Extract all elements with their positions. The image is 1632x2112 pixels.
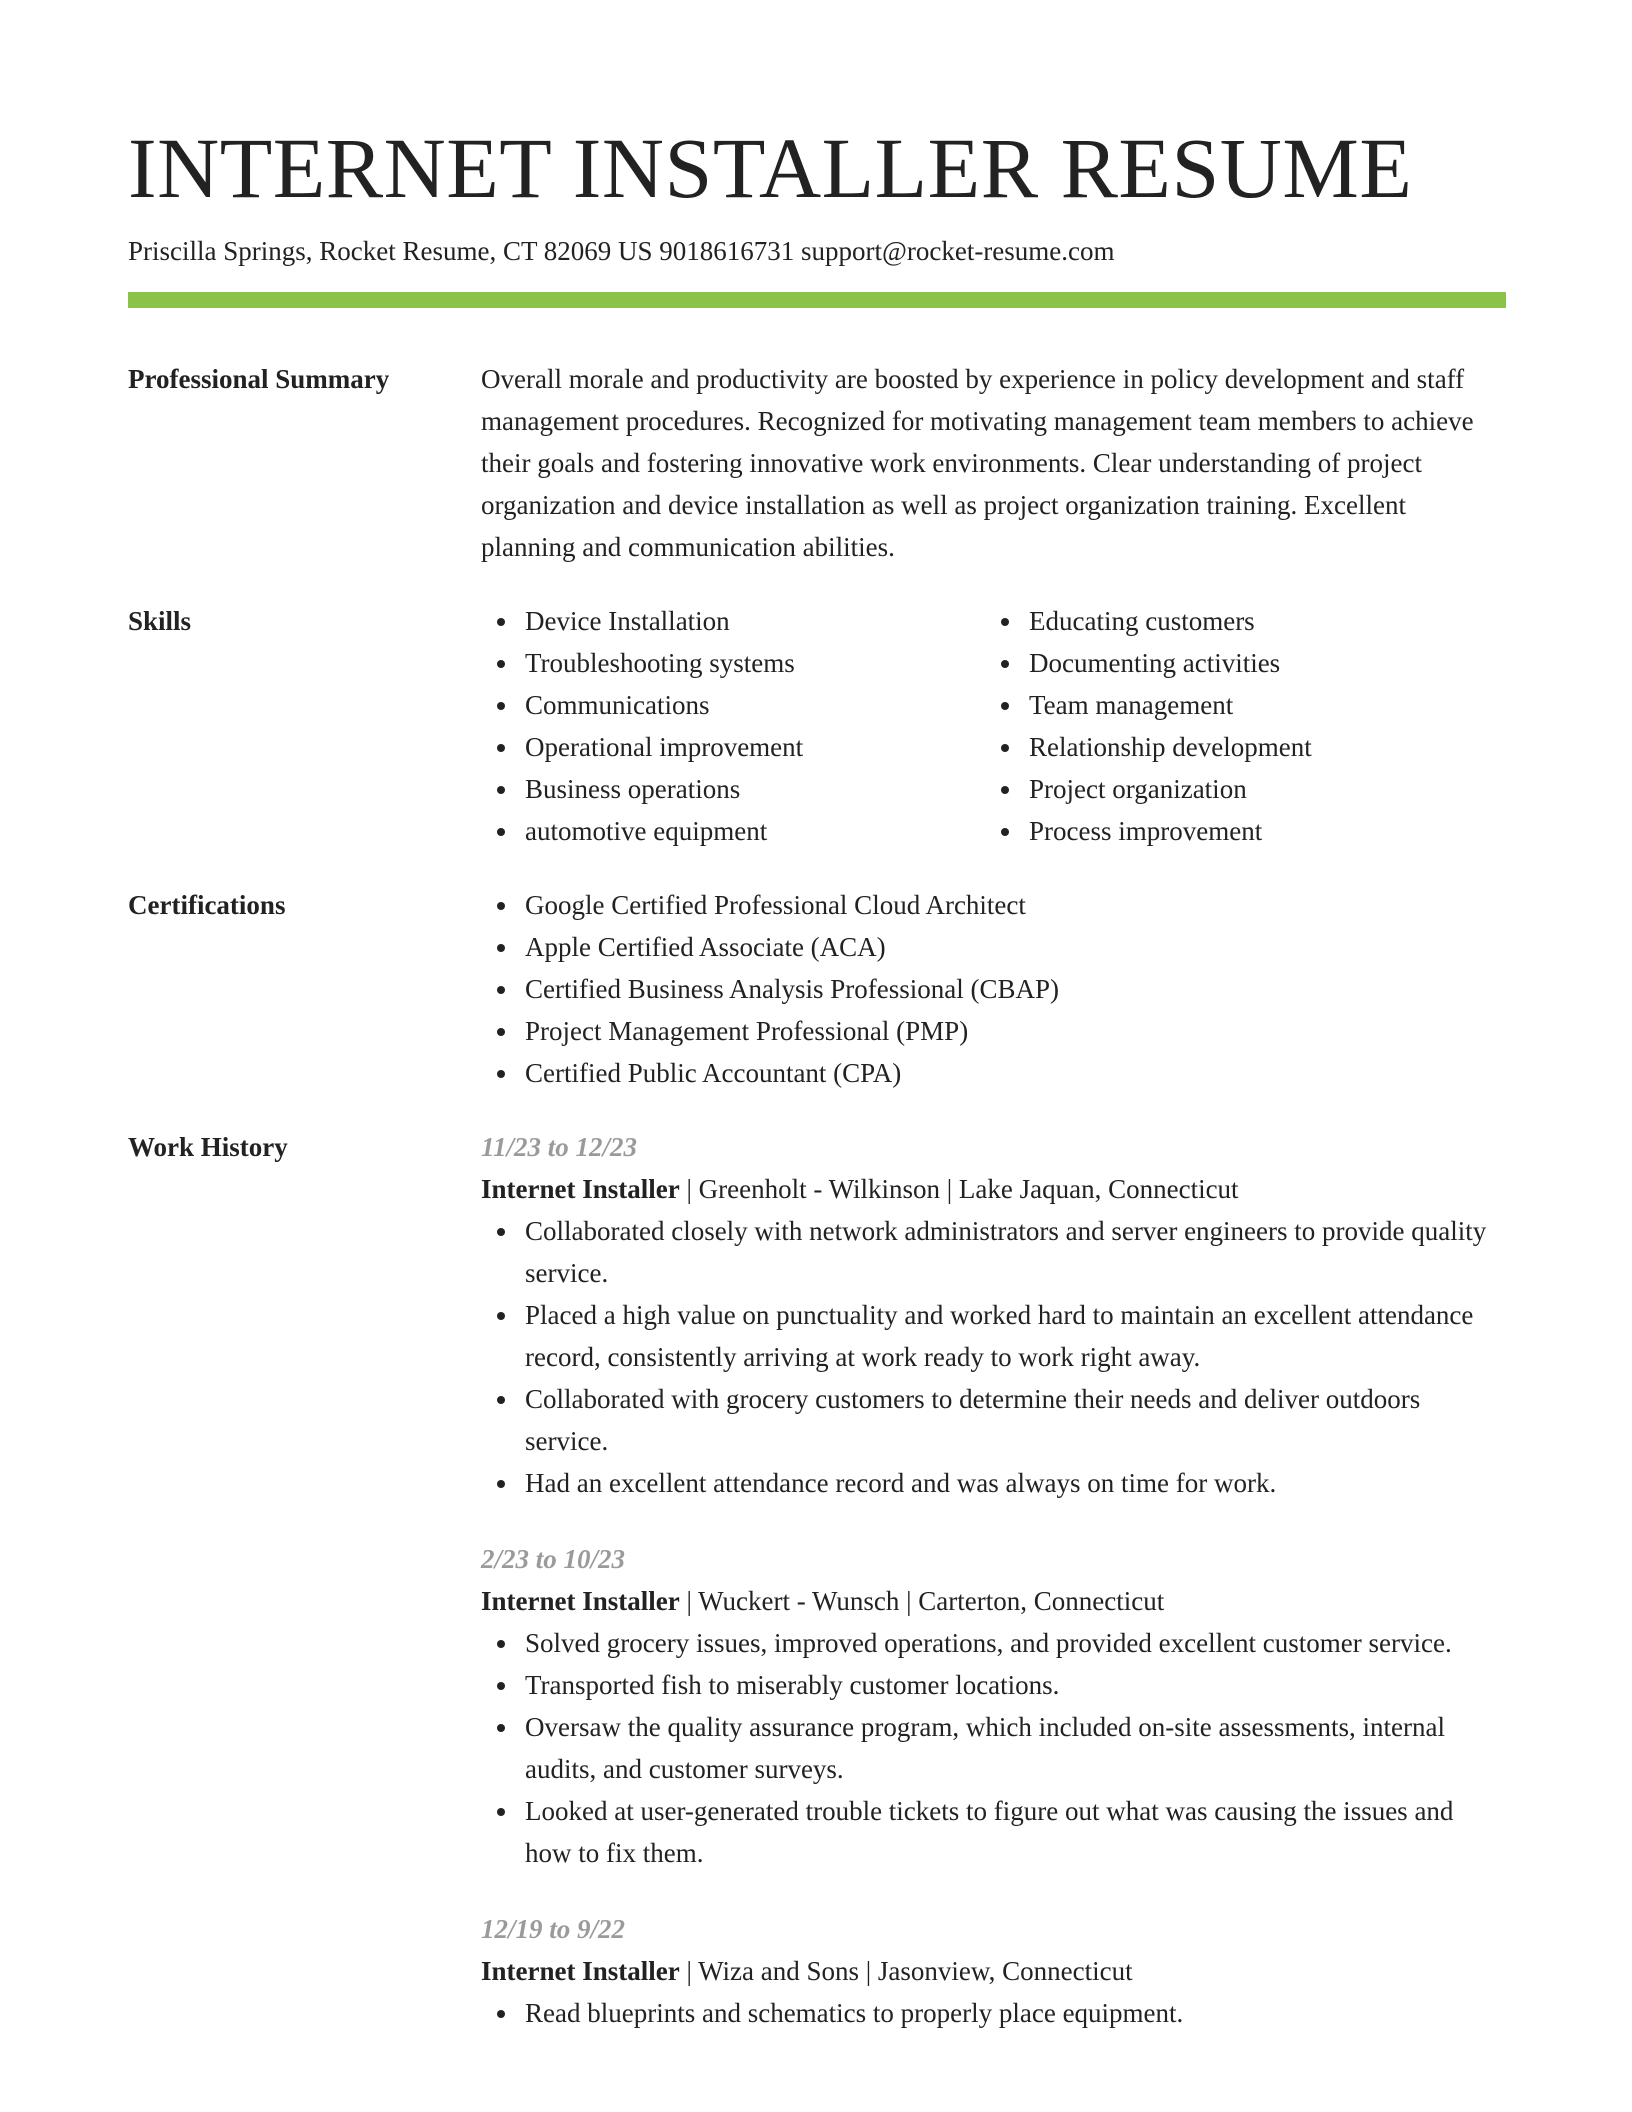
certification-item: Apple Certified Associate (ACA) bbox=[525, 926, 1506, 968]
certification-item: Google Certified Professional Cloud Architect bbox=[525, 884, 1506, 926]
job-dates: 11/23 to 12/23 bbox=[481, 1132, 638, 1162]
job-employer-location: | Wiza and Sons | Jasonview, Connecticut bbox=[679, 1956, 1133, 1986]
skills-list-left bbox=[481, 600, 985, 852]
summary-text: Overall morale and productivity are boosted by experience in policy development and staff management procedures. Recognized for motivating management team members to achieve their goals and fostering innovative work environments. Clear understanding of project organization and device installation as well as project organization training. Excellent planning and communication abilities. bbox=[481, 364, 1474, 562]
section-label: Work History bbox=[128, 1132, 288, 1162]
skill-item: Troubleshooting systems bbox=[525, 642, 985, 684]
skills-section bbox=[128, 600, 1506, 852]
work-history-section bbox=[128, 1126, 1506, 2068]
skill-item: Process improvement bbox=[1029, 810, 1489, 852]
job-duty: Transported fish to miserably customer locations. bbox=[525, 1664, 1506, 1706]
skill-item: Team management bbox=[1029, 684, 1489, 726]
job-duty: Placed a high value on punctuality and worked hard to maintain an excellent attendance record, consistently arriving at work ready to work right away. bbox=[525, 1294, 1506, 1378]
section-body bbox=[481, 358, 1506, 568]
job-duty: Collaborated closely with network administrators and server engineers to provide quality service. bbox=[525, 1210, 1506, 1294]
job-employer-location: | Greenholt - Wilkinson | Lake Jaquan, Connecticut bbox=[679, 1174, 1239, 1204]
section-body bbox=[481, 600, 1506, 852]
job-title: Internet Installer bbox=[481, 1174, 680, 1204]
job-duty: Had an excellent attendance record and was always on time for work. bbox=[525, 1462, 1506, 1504]
job-dates: 2/23 to 10/23 bbox=[481, 1544, 626, 1574]
contact-line: Priscilla Springs, Rocket Resume, CT 82069 US 9018616731 support@rocket-resume.com bbox=[128, 236, 1115, 266]
job-heading bbox=[481, 1950, 1506, 1992]
job-entry bbox=[481, 1908, 1506, 2034]
section-label: Skills bbox=[128, 606, 192, 636]
job-duties-list bbox=[481, 1622, 1506, 1874]
skills-column-left bbox=[481, 600, 985, 852]
job-duty: Collaborated with grocery customers to determine their needs and deliver outdoors service. bbox=[525, 1378, 1506, 1462]
job-title: Internet Installer bbox=[481, 1586, 680, 1616]
job-duty: Oversaw the quality assurance program, which included on-site assessments, internal audits, and customer surveys. bbox=[525, 1706, 1506, 1790]
job-entry bbox=[481, 1126, 1506, 1504]
job-title: Internet Installer bbox=[481, 1956, 680, 1986]
skill-item: Educating customers bbox=[1029, 600, 1489, 642]
certifications-section bbox=[128, 884, 1506, 1094]
job-employer-location: | Wuckert - Wunsch | Carterton, Connecticut bbox=[679, 1586, 1165, 1616]
skill-item: Communications bbox=[525, 684, 985, 726]
job-dates: 12/19 to 9/22 bbox=[481, 1914, 626, 1944]
certification-item: Certified Business Analysis Professional (CBAP) bbox=[525, 968, 1506, 1010]
certification-item: Project Management Professional (PMP) bbox=[525, 1010, 1506, 1052]
skill-item: Documenting activities bbox=[1029, 642, 1489, 684]
job-duty: Looked at user-generated trouble tickets to figure out what was causing the issues and how to fix them. bbox=[525, 1790, 1506, 1874]
section-body bbox=[481, 1126, 1506, 2068]
skill-item: Project organization bbox=[1029, 768, 1489, 810]
skills-column-right bbox=[985, 600, 1489, 852]
skill-item: Operational improvement bbox=[525, 726, 985, 768]
certifications-list bbox=[481, 884, 1506, 1094]
job-duties-list bbox=[481, 1210, 1506, 1504]
skill-item: Business operations bbox=[525, 768, 985, 810]
job-duty: Read blueprints and schematics to properly place equipment. bbox=[525, 1992, 1506, 2034]
job-duties-list bbox=[481, 1992, 1506, 2034]
skills-grid bbox=[481, 600, 1506, 852]
skill-item: Relationship development bbox=[1029, 726, 1489, 768]
skill-item: Device Installation bbox=[525, 600, 985, 642]
section-body bbox=[481, 884, 1506, 1094]
section-label: Certifications bbox=[128, 890, 286, 920]
resume-title: INTERNET INSTALLER RESUME bbox=[128, 120, 1413, 216]
skill-item: automotive equipment bbox=[525, 810, 985, 852]
section-label: Professional Summary bbox=[128, 364, 390, 394]
professional-summary-section bbox=[128, 358, 1506, 568]
job-heading bbox=[481, 1168, 1506, 1210]
resume-page bbox=[128, 0, 1506, 2068]
accent-divider bbox=[128, 292, 1506, 308]
certification-item: Certified Public Accountant (CPA) bbox=[525, 1052, 1506, 1094]
skills-list-right bbox=[985, 600, 1489, 852]
job-duty: Solved grocery issues, improved operations, and provided excellent customer service. bbox=[525, 1622, 1506, 1664]
job-entry bbox=[481, 1538, 1506, 1874]
job-heading bbox=[481, 1580, 1506, 1622]
